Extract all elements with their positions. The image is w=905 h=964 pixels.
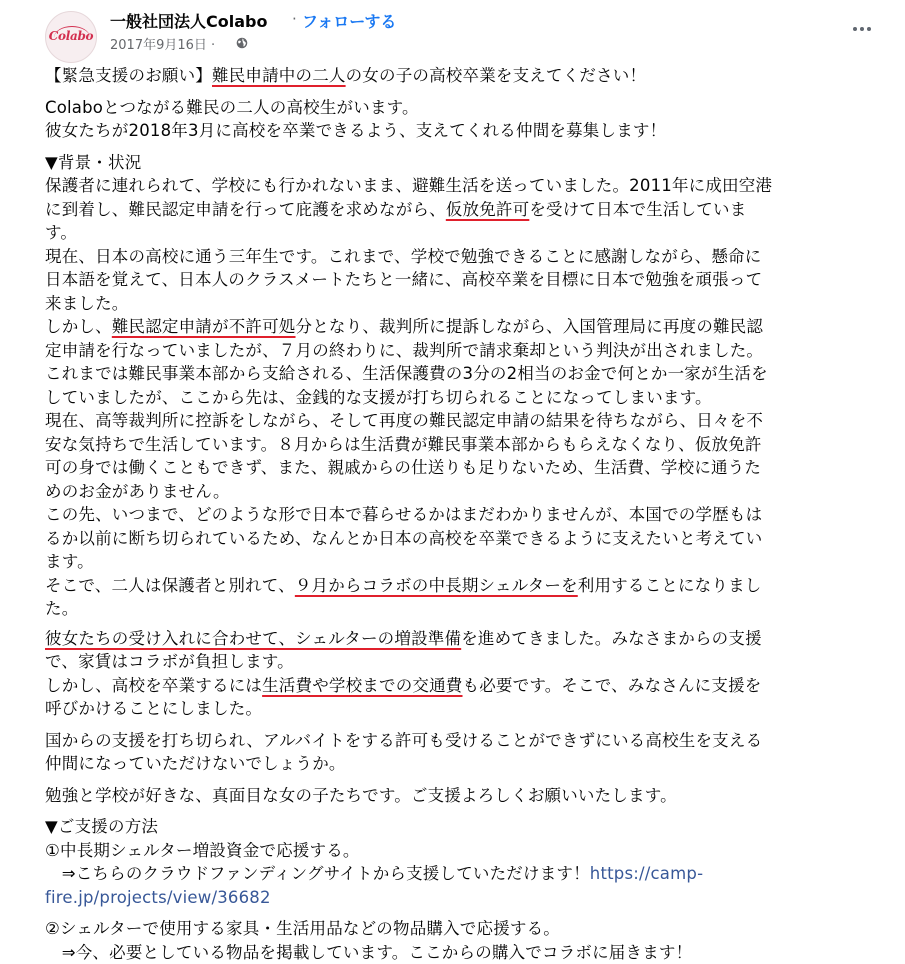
text-line: 現在、高等裁判所に控訴をしながら、そして再度の難民認定申請の結果を待ちながら、日々を不: [45, 409, 887, 433]
text-line: 彼女たちの受け入れに合わせて、シェルターの増設準備を進めてきました。みなさまからの支援: [45, 627, 887, 651]
underline-refugee-two: 難民申請中の二人: [212, 66, 346, 85]
text-line: 彼女たちが2018年3月に高校を卒業できるよう、支えてくれる仲間を募集します！: [45, 119, 887, 143]
more-options-icon[interactable]: [849, 16, 875, 42]
text-line: していましたが、ここから先は、金銭的な支援が打ち切られることになってしまいます。: [45, 386, 887, 410]
text-line: で、家賃はコラボが負担します。: [45, 650, 887, 674]
text-line: ⇒今、必要としている物品を掲載しています。ここからの購入でコラボに届きます！: [45, 941, 887, 964]
text-line: 可の身では働くこともできず、また、親戚からの仕送りも足りないため、生活費、学校に通うた: [45, 456, 887, 480]
text-line: めのお金がありません。: [45, 480, 887, 504]
avatar[interactable]: [45, 11, 97, 63]
text-line: 現在、日本の高校に通う三年生です。これまで、学校で勉強できることに感謝しながら、懸命に: [45, 245, 887, 269]
text-line: ⇒こちらのクラウドファンディングサイトから支援していただけます！https://camp-: [45, 862, 887, 886]
text-line: 保護者に連れられて、学校にも行かれないまま、避難生活を送っていました。2011年に成田空港: [45, 174, 887, 198]
text-line: そこで、二人は保護者と別れて、９月からコラボの中長期シェルターを利用することになりまし: [45, 574, 887, 598]
underline-living-costs: 生活費や学校までの交通費: [262, 676, 462, 695]
separator: ·: [292, 10, 297, 28]
text-line: 安な気持ちで生活しています。８月からは生活費が難民事業本部からもらえなくなり、仮放免許: [45, 433, 887, 457]
text-line: 呼びかけることにしました。: [45, 697, 887, 721]
text-line: 仲間になっていただけないでしょうか。: [45, 752, 887, 776]
crowdfunding-link-continued[interactable]: fire.jp/projects/view/36682: [45, 888, 271, 907]
text-line: しかし、難民認定申請が不許可処分となり、裁判所に提訴しながら、入国管理局に再度の難民認: [45, 315, 887, 339]
post-header: [0, 0, 905, 62]
text-line: ①中長期シェルター増設資金で応援する。: [45, 839, 887, 863]
section-heading-support: ▼ご支援の方法: [45, 815, 887, 839]
section-heading-background: ▼背景・状況: [45, 151, 887, 175]
underline-provisional-release: 仮放免許可: [446, 200, 530, 219]
text-line: しかし、高校を卒業するには生活費や学校までの交通費も必要です。そこで、みなさんに支援を: [45, 674, 887, 698]
text-line: [45, 886, 887, 910]
avatar-logo-text: Colabo: [46, 29, 96, 43]
page-name[interactable]: 一般社団法人Colabo: [110, 9, 267, 32]
underline-shelter-from-september: ９月からコラボの中長期シェルターを: [295, 576, 578, 595]
text-line: 日本語を覚えて、日本人のクラスメートたちと一緒に、高校卒業を目標に日本で勉強を頑張って: [45, 268, 887, 292]
globe-icon: [236, 37, 248, 49]
text-line: す。: [45, 221, 887, 245]
text-line: Colaboとつながる難民の二人の高校生がいます。: [45, 96, 887, 120]
text-line: 定申請を行なっていましたが、７月の終わりに、裁判所で請求棄却という判決が出されました。: [45, 339, 887, 363]
underline-shelter-expansion: 彼女たちの受け入れに合わせて、シェルターの増設準備: [45, 629, 461, 648]
text-line: た。: [45, 597, 887, 621]
text-line: 国からの支援を打ち切られ、アルバイトをする許可も受けることができずにいる高校生を支える: [45, 729, 887, 753]
follow-button[interactable]: フォローする: [302, 9, 396, 32]
text-line: ます。: [45, 550, 887, 574]
text-line: この先、いつまで、どのような形で日本で暮らせるかはまだわかりませんが、本国での学歴もは: [45, 503, 887, 527]
headline: 【緊急支援のお願い】難民申請中の二人の女の子の高校卒業を支えてください！: [45, 64, 887, 88]
text-line: これまでは難民事業本部から支給される、生活保護費の3分の2相当のお金で何とか一家が生活を: [45, 362, 887, 386]
post-body: [45, 64, 887, 964]
crowdfunding-link[interactable]: https://camp-: [590, 864, 703, 883]
post-timestamp[interactable]: 2017年9月16日 ·: [110, 34, 215, 53]
underline-application-denied: 難民認定申請が不許可処: [112, 317, 296, 336]
text-line: るか以前に断ち切られているため、なんとか日本の高校を卒業できるように支えたいと考えてい: [45, 527, 887, 551]
text-line: ②シェルターで使用する家具・生活用品などの物品購入で応援する。: [45, 917, 887, 941]
text-line: に到着し、難民認定申請を行って庇護を求めながら、仮放免許可を受けて日本で生活していま: [45, 198, 887, 222]
text-line: 勉強と学校が好きな、真面目な女の子たちです。ご支援よろしくお願いいたします。: [45, 784, 887, 808]
text-line: 来ました。: [45, 292, 887, 316]
